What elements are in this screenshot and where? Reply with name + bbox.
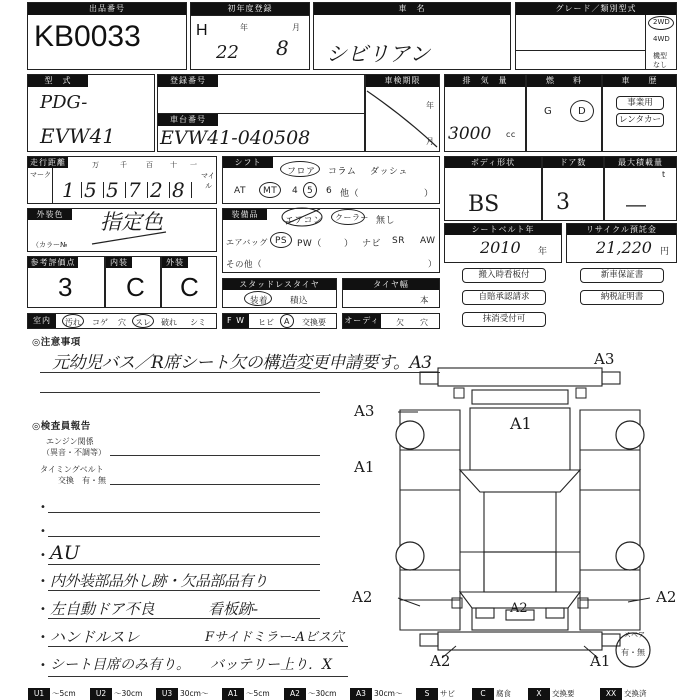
score-value: 3 [58, 272, 73, 302]
windshield-key: F W [223, 314, 249, 328]
mileage-digit: 5 [84, 178, 97, 202]
shift-dash: ダッシュ [370, 167, 408, 177]
inspection-year-unit: 年 [426, 101, 435, 110]
timing-sub: 交換 有・無 [58, 476, 106, 485]
engine-sub: （異音・不調等） [42, 448, 106, 457]
doors-value: 3 [556, 190, 570, 215]
legend-key: XX [600, 688, 622, 700]
digit-unit-1: 一 [190, 161, 197, 169]
equipment-aw: AW [420, 236, 436, 246]
legend-value: 〜30cm [308, 689, 337, 698]
seatbelt-label: シートベルト年 [445, 224, 561, 235]
drive-none-1: 機型 [653, 52, 667, 60]
interior-key: 室内 [28, 314, 56, 328]
fuel-d: D [578, 106, 587, 117]
legend-key: U1 [28, 688, 50, 700]
equipment-airbag: エアバッグ [226, 238, 268, 247]
model-line1: PDG- [40, 92, 88, 113]
windshield-crack: ヒビ [258, 318, 274, 327]
body-value: BS [468, 192, 500, 217]
equipment-ps: PS [275, 236, 288, 246]
windshield-replace: 交換要 [302, 318, 326, 327]
interior-scuff: スレ [135, 318, 151, 327]
legend-value: 腐食 [496, 689, 511, 698]
aircon-strike [280, 206, 328, 228]
digit-unit-100: 百 [146, 161, 153, 169]
usage-business: 事業用 [616, 96, 664, 110]
legend-key: A3 [350, 688, 372, 700]
note-line-4b: バッテリー上り．X [210, 657, 332, 673]
fuel-label: 燃 料 [527, 75, 601, 87]
exterior-color-label: 外装色 [28, 209, 72, 220]
exterior-grade-label: 外装 [162, 257, 188, 268]
seatbelt-unit: 年 [538, 247, 548, 257]
tire-label: タイヤ幅 [343, 279, 439, 290]
audio-missing: 欠 [396, 318, 404, 327]
equipment-sr: SR [392, 236, 405, 246]
damage-a1-left: A1 [354, 458, 375, 476]
legend-value: 交換要 [552, 689, 575, 698]
legend-key: S [416, 688, 438, 700]
model-label: 型 式 [28, 75, 88, 87]
exterior-grade: C [180, 272, 199, 302]
equipment-other: その他（ [226, 260, 263, 270]
shift-at: AT [234, 186, 246, 196]
registration-number-label: 登録番号 [158, 75, 218, 87]
capacity-unit: t [662, 170, 666, 179]
legend-value: 交換済 [624, 689, 647, 698]
shift-5: 5 [307, 186, 314, 196]
studless-loaded: 積込 [290, 296, 309, 306]
bullet: • [40, 660, 47, 671]
legend-key: A1 [222, 688, 244, 700]
bullet: • [40, 550, 47, 561]
damage-a2-bottom: A2 [430, 652, 451, 670]
drive-none-2: なし [653, 61, 667, 69]
damage-legend [0, 688, 700, 700]
digit-unit-10: 十 [170, 161, 177, 169]
displacement-value: 3000 [448, 124, 492, 144]
tire-unit: 本 [420, 296, 430, 306]
audio-key: オーディオ [344, 316, 380, 339]
note-au: AU [50, 542, 80, 564]
note-line-2b: 看板跡- [208, 600, 259, 618]
drive-2wd: 2WD [653, 18, 670, 26]
audio-hole: 穴 [420, 318, 428, 327]
doc-liability: 自賠承認請求 [462, 290, 546, 305]
color-number-label: （カラー№ [32, 241, 68, 249]
damage-a2-left: A2 [352, 588, 373, 606]
doors-label: ドア数 [543, 157, 603, 168]
interior-hole: 穴 [118, 318, 126, 327]
doc-signboard: 搬入時看板付 [462, 268, 546, 283]
shift-floor: フロア [287, 167, 316, 177]
note-line-3a: ハンドルスレ [50, 628, 140, 646]
era: H [196, 22, 208, 39]
note-line-4a: シート目席のみ有り。 [50, 657, 190, 673]
damage-a1-bottom: A1 [590, 652, 611, 670]
mileage-unit-1: マイ [201, 172, 215, 180]
bullet: • [40, 526, 47, 537]
first-reg-year: 22 [216, 42, 239, 63]
lot-number: KB0033 [34, 20, 141, 53]
first-registration-label: 初年度登録 [191, 3, 309, 15]
inspector-label: ◎検査員報告 [32, 421, 91, 432]
mark-label: マーク [30, 171, 51, 179]
year-unit: 年 [240, 23, 249, 32]
seatbelt-year: 2010 [480, 238, 521, 257]
interior-burn: コゲ [92, 318, 108, 327]
legend-value: 30cm〜 [180, 689, 209, 698]
note-line-3b: Fサイドミラー-Aビス穴 [205, 630, 344, 645]
chassis-number: EVW41-040508 [160, 127, 311, 149]
equipment-other-close: ） [428, 260, 438, 270]
interior-stain: シミ [190, 318, 206, 327]
cc-unit: cc [506, 130, 516, 139]
digit-unit-1000: 千 [120, 161, 127, 169]
inspection-month-unit: 月 [426, 137, 435, 146]
legend-value: サビ [440, 689, 455, 698]
equipment-pw: PW（ [297, 239, 322, 249]
usage-rental: レンタカー [616, 113, 664, 127]
damage-a3-left: A3 [354, 402, 375, 420]
legend-value: 〜5cm [246, 689, 270, 698]
damage-a3-top: A3 [594, 350, 615, 368]
digit-unit-10000: 万 [92, 161, 99, 169]
legend-key: U3 [156, 688, 178, 700]
mileage-digit: 2 [150, 178, 163, 202]
car-name-label: 車 名 [314, 3, 510, 15]
note-line-2a: 左自動ドア不良 [50, 600, 155, 618]
drive-4wd: 4WD [653, 35, 670, 43]
damage-a2-rear: A2 [510, 601, 528, 616]
mileage-unit-2: ル [205, 182, 212, 190]
windshield-a: A [284, 317, 290, 326]
equipment-label: 装備品 [223, 209, 267, 220]
bullet: • [40, 576, 47, 587]
month-unit: 月 [292, 23, 301, 32]
exterior-color: 指定色 [100, 210, 163, 234]
interior-grade-label: 内装 [106, 257, 132, 268]
interior-tear: 破れ [161, 318, 177, 327]
equipment-aircon: エアコン [285, 216, 323, 226]
legend-key: C [472, 688, 494, 700]
spare-label: スペア [624, 631, 645, 639]
legend-key: A2 [284, 688, 306, 700]
timing-label: タイミングベルト [40, 465, 104, 474]
bullet: • [40, 502, 47, 513]
studless-label: スタッドレスタイヤ [223, 279, 336, 290]
usage-label: 車 歴 [603, 75, 676, 87]
shift-4: 4 [292, 186, 299, 196]
legend-key: X [528, 688, 550, 700]
chassis-label: 車台番号 [158, 114, 218, 126]
shift-close: ） [424, 189, 434, 199]
capacity-label: 最大積載量 [605, 157, 676, 168]
first-reg-month: 8 [276, 36, 289, 60]
equipment-navi: ナビ [362, 239, 382, 249]
equipment-none: 無し [376, 216, 396, 226]
mileage-digit: 1 [62, 178, 75, 202]
mileage-digit: 5 [106, 178, 119, 202]
damage-a2-right: A2 [656, 588, 677, 606]
doc-cancellation: 抹消受付可 [462, 312, 546, 327]
car-name: シビリアン [326, 42, 431, 66]
shift-label: シフト [223, 157, 273, 168]
fuel-g: G [544, 106, 553, 117]
doc-tax-cert: 納税証明書 [580, 290, 664, 305]
bullet: • [40, 604, 47, 615]
studless-installed: 装着 [250, 296, 269, 306]
interior-dirt: 汚れ [65, 318, 81, 327]
legend-value: 〜30cm [114, 689, 143, 698]
damage-a1-roof: A1 [510, 414, 532, 433]
caution-text: 元幼児バス／R席シート欠の構造変更申請要す。A3 [52, 353, 432, 373]
body-label: ボディ形状 [445, 157, 541, 168]
caution-label: ◎注意事項 [32, 337, 81, 348]
legend-value: 〜5cm [52, 689, 76, 698]
shift-other: 他（ [340, 189, 360, 199]
shift-mt: MT [263, 186, 278, 196]
note-line-1: 内外装部品外し跡・欠品部品有り [50, 572, 268, 590]
legend-value: 30cm〜 [374, 689, 403, 698]
doc-warranty: 新車保証書 [580, 268, 664, 283]
equipment-cooler: クーラー [335, 213, 369, 222]
score-label: 参考評価点 [28, 257, 78, 268]
engine-label: エンジン関係 [46, 437, 94, 446]
model-line2: EVW41 [40, 124, 116, 148]
bullet: • [40, 632, 47, 643]
displacement-label: 排 気 量 [445, 75, 525, 87]
mileage-digit: 7 [128, 178, 141, 202]
shift-column: コラム [328, 167, 357, 177]
inspection-label: 車検期限 [366, 75, 439, 87]
mileage-digit: 8 [172, 178, 185, 202]
shift-6: 6 [326, 186, 333, 196]
legend-key: U2 [90, 688, 112, 700]
spare-value: 有・無 [621, 648, 645, 657]
equipment-pw-close: ） [344, 239, 354, 249]
capacity-value: ― [626, 192, 646, 216]
mileage-label: 走行距離 [30, 158, 66, 167]
grade-label: グレード／類別型式 [516, 3, 676, 15]
recycle-unit: 円 [660, 247, 670, 257]
color-strike [90, 228, 170, 248]
lot-label: 出品番号 [28, 3, 186, 15]
interior-grade: C [126, 272, 145, 302]
recycle-value: 21,220 [596, 238, 652, 257]
recycle-label: リサイクル預託金 [567, 224, 676, 235]
